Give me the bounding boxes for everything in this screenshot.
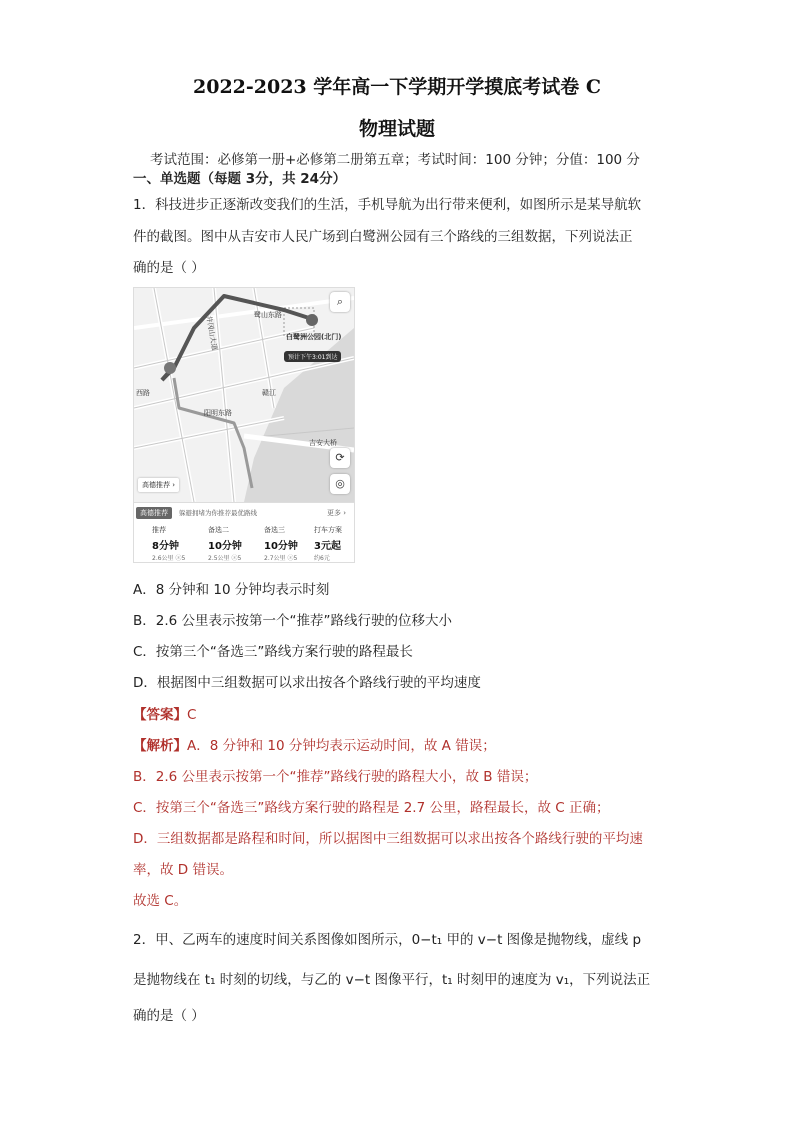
- street-label: 鹭山东路: [254, 311, 282, 319]
- navigation-map: [133, 287, 355, 563]
- search-icon[interactable]: ⌕: [330, 292, 350, 312]
- option-b: B．2.6 公里表示按第一个“推荐”路线行驶的位移大小: [133, 613, 453, 629]
- route-panel: [134, 502, 354, 563]
- destination-label: 白鹭洲公园(北门): [286, 333, 342, 341]
- answer-line: 【答案】C: [133, 707, 197, 723]
- recommend-pill: 高德推荐: [136, 507, 172, 519]
- panel-description: 躲避拥堵为你推荐最优路线: [179, 509, 257, 517]
- route-option[interactable]: 推荐 8分钟 2.6公里 ⓢ5: [152, 526, 186, 562]
- eta-pill: 预计下午3:01到达: [284, 351, 341, 362]
- q1-stem-line-3: 确的是（ ）: [133, 260, 205, 276]
- analysis-line-3: C．按第三个“备选三”路线方案行驶的路程是 2.7 公里，路程最长，故 C 正确；: [133, 800, 610, 816]
- gaode-route-caption: 高德推荐 ›: [138, 478, 179, 492]
- route-option[interactable]: 备选二 10分钟 2.5公里 ⓢ5: [208, 526, 242, 562]
- street-label: 西路: [136, 389, 150, 397]
- locate-icon[interactable]: ◎: [330, 474, 350, 494]
- option-c: C．按第三个“备选三”路线方案行驶的路程最长: [133, 644, 413, 660]
- option-a: A．8 分钟和 10 分钟均表示时刻: [133, 582, 330, 598]
- q2-stem-line-2: 是抛物线在 t₁ 时刻的切线，与乙的 v−t 图像平行，t₁ 时刻甲的速度为 v₁，下列说法正: [133, 972, 651, 988]
- street-label: 阳明东路: [204, 409, 232, 417]
- analysis-line-5: 率，故 D 错误。: [133, 862, 233, 878]
- paper-subject: 物理试题: [358, 118, 435, 140]
- street-label: 赣江: [262, 389, 276, 397]
- q1-stem-line-1: 1．科技进步正逐渐改变我们的生活，手机导航为出行带来便利，如图所示是某导航软: [133, 197, 642, 213]
- conclusion: 故选 C。: [133, 893, 188, 909]
- option-d: D．根据图中三组数据可以求出按各个路线行驶的平均速度: [133, 675, 481, 691]
- route-option[interactable]: 打车方案 3元起 约6元: [314, 526, 342, 562]
- refresh-icon[interactable]: ⟳: [330, 448, 350, 468]
- street-label: 井冈山大道: [204, 315, 219, 351]
- route-option[interactable]: 备选三 10分钟 2.7公里 ⓢ5: [264, 526, 298, 562]
- section-heading: 一、单选题（每题 3分，共 24分）: [133, 171, 347, 187]
- q1-stem-line-2: 件的截图。图中从吉安市人民广场到白鹭洲公园有三个路线的三组数据，下列说法正: [133, 229, 633, 245]
- exam-info: 考试范围：必修第一册+必修第二册第五章；考试时间：100 分钟；分值：100 分: [150, 152, 640, 168]
- q2-stem-line-1: 2．甲、乙两车的速度时间关系图像如图所示，0−t₁ 甲的 v−t 图像是抛物线，虚线 p: [133, 932, 642, 948]
- analysis-line-1: 【解析】A．8 分钟和 10 分钟均表示运动时间，故 A 错误；: [133, 738, 496, 754]
- q2-stem-line-3: 确的是（ ）: [133, 1008, 205, 1024]
- street-label: 吉安大桥: [309, 439, 337, 447]
- paper-title: 2022-2023 学年高一下学期开学摸底考试卷 C: [193, 76, 601, 98]
- analysis-line-4: D．三组数据都是路程和时间，所以据图中三组数据可以求出按各个路线行驶的平均速: [133, 831, 643, 847]
- more-link[interactable]: 更多 ›: [326, 509, 346, 517]
- analysis-line-2: B．2.6 公里表示按第一个“推荐”路线行驶的路程大小，故 B 错误；: [133, 769, 538, 785]
